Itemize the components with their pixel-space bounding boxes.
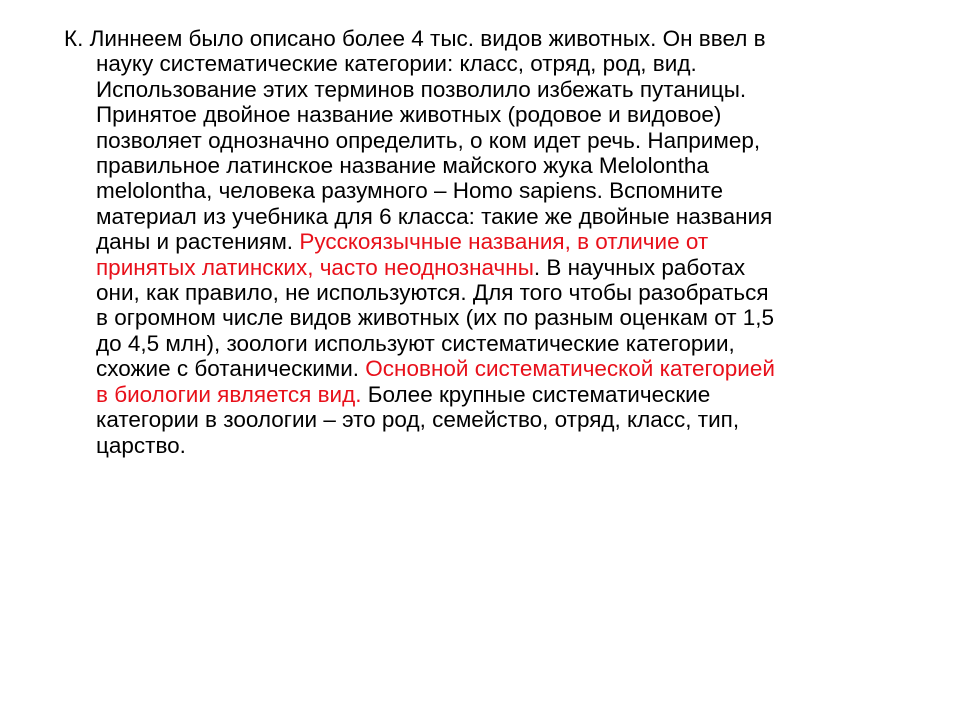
- highlighted-text: Основной систематической категорией: [365, 356, 775, 382]
- text-line-15: [64, 382, 914, 407]
- text-line-1: [64, 26, 914, 51]
- text-segment: категории в зоологии – это род, семейство, отряд, класс, тип,: [96, 407, 740, 433]
- text-segment: науку систематические категории: класс, отряд, род, вид.: [96, 51, 697, 77]
- text-segment: царство.: [96, 432, 186, 458]
- text-line-10: [64, 255, 914, 280]
- text-segment: материал из учебника для 6 класса: такие же двойные названия: [96, 203, 773, 229]
- text-line-9: [64, 229, 914, 254]
- text-line-8: [64, 204, 914, 229]
- text-segment: правильное латинское название майского жука Melolontha: [96, 153, 709, 179]
- text-line-4: [64, 102, 914, 127]
- text-line-16: [64, 407, 914, 432]
- text-segment: они, как правило, не используются. Для того чтобы разобраться: [96, 280, 769, 306]
- text-segment: позволяет однозначно определить, о ком идет речь. Например,: [96, 127, 761, 153]
- text-segment: . В научных работах: [533, 254, 746, 280]
- text-line-7: [64, 178, 914, 203]
- text-line-14: [64, 356, 914, 381]
- text-segment: Принятое двойное название животных (родовое и видовое): [96, 102, 722, 128]
- text-line-17: [64, 433, 914, 458]
- text-line-5: [64, 128, 914, 153]
- text-line-11: [64, 280, 914, 305]
- text-line-6: [64, 153, 914, 178]
- text-segment: даны и растениям.: [96, 229, 300, 255]
- highlighted-text: Русскоязычные названия, в отличие от: [299, 229, 709, 255]
- text-line-12: [64, 305, 914, 330]
- highlighted-text: принятых латинских, часто неоднозначны: [96, 254, 534, 280]
- text-segment: К. Линнеем было описано более 4 тыс. видов животных. Он ввел в: [64, 26, 766, 51]
- text-segment: до 4,5 млн), зоологи используют систематические категории,: [96, 330, 735, 356]
- text-line-13: [64, 331, 914, 356]
- text-line-2: [64, 51, 914, 76]
- text-segment: в огромном числе видов животных (их по разным оценкам от 1,5: [96, 305, 775, 331]
- highlighted-text: в биологии является вид.: [96, 381, 362, 407]
- text-segment: melolontha, человека разумного – Homo sapiens. Вспомните: [96, 178, 724, 204]
- text-segment: Более крупные систематические: [361, 381, 711, 407]
- text-line-3: [64, 77, 914, 102]
- text-segment: схожие с ботаническими.: [96, 356, 366, 382]
- text-segment: Использование этих терминов позволило избежать путаницы.: [96, 76, 747, 102]
- body-paragraph: [64, 26, 914, 458]
